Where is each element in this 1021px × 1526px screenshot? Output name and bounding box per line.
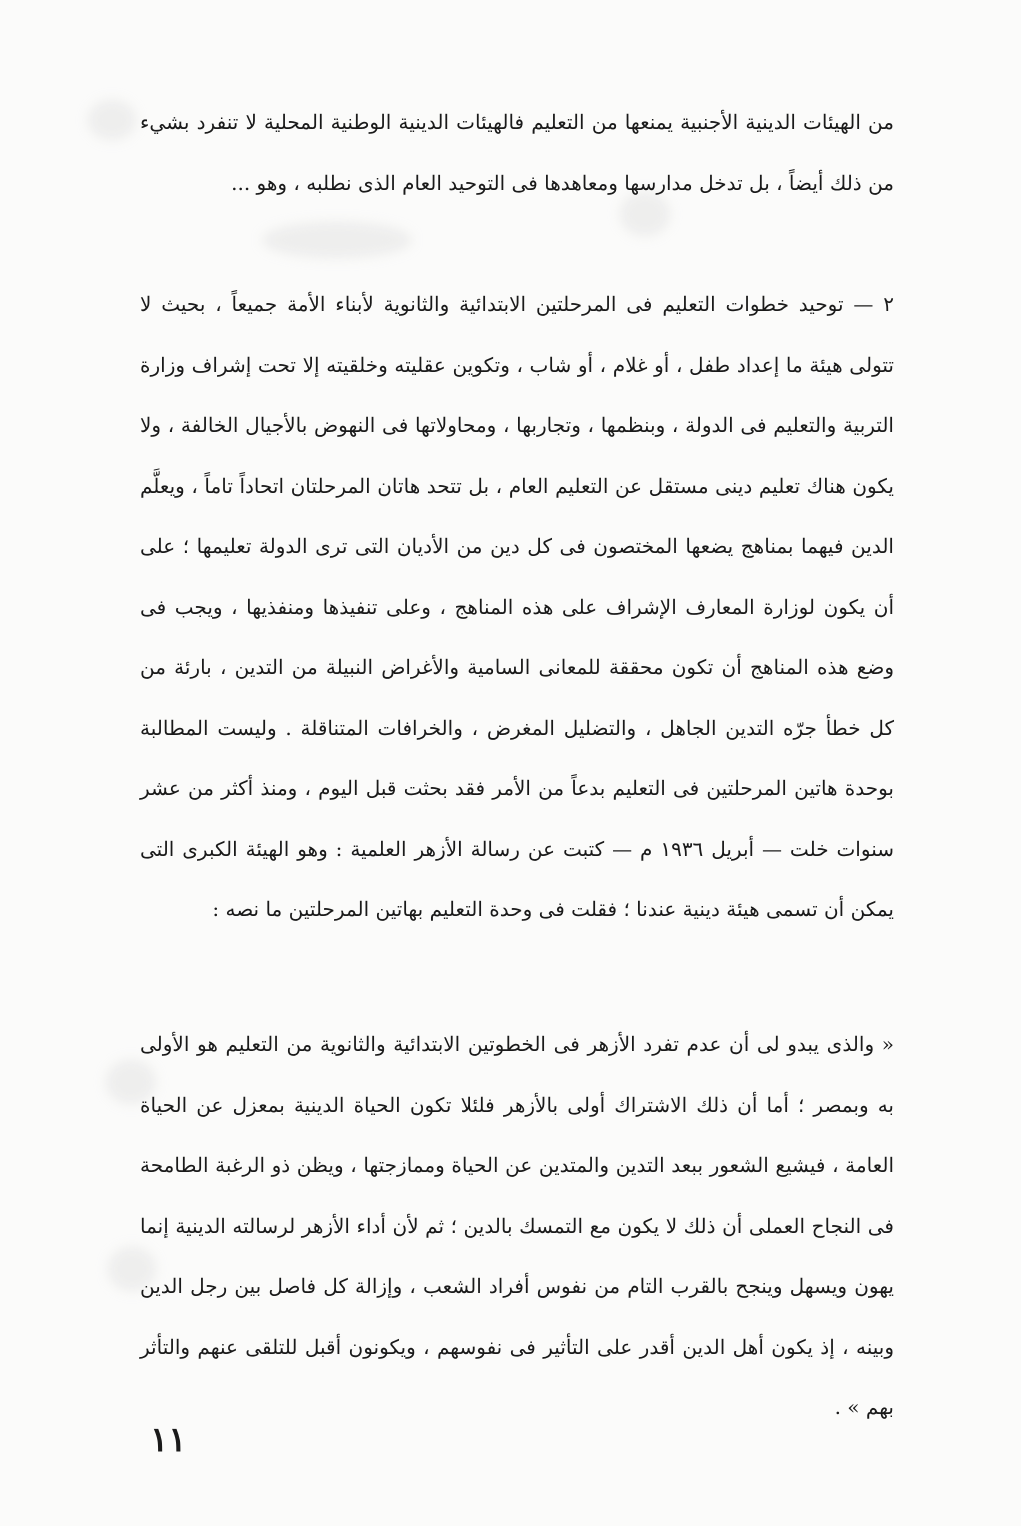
paragraph-continuation: من الهيئات الدينية الأجنبية يمنعها من التعليم فالهيئات الدينية الوطنية المحلية لا تنفرد بشيء من ذلك أيضاً ، بل تدخل مدارسها ومعاهدها فى التوحيد العام الذى نطلبه ، وهو ... [140, 110, 894, 195]
paragraph-point-2: ٢ — توحيد خطوات التعليم فى المرحلتين الابتدائية والثانوية لأبناء الأمة جميعاً ، بحيث لا تتولى هيئة ما إعداد طفل ، أو غلام ، أو شاب ، وتكوين عقليته وخلقيته إلا تحت إشراف وزارة التربية والتعليم فى الدولة ، وبنظمها ، وتجاربها ، ومحاولاتها فى النهوض بالأجيال الخالفة ، ولا يكون هناك تعليم دينى مستقل عن التعليم العام ، بل تتحد هاتان المرحلتان اتحاداً تاماً ، ويعلَّم الدين فيهما بمناهج يضعها المختصون فى كل دين من الأديان التى ترى الدولة تعليمها ؛ على أن يكون لوزارة المعارف الإشراف على هذه المناهج ، وعلى تنفيذها ومنفذيها ، ويجب فى وضع هذه المناهج أن تكون محققة للمعانى السامية والأغراض النبيلة من التدين ، بارئة من كل خطأ جرّه التدين الجاهل ، والتضليل المغرض ، والخرافات المتناقلة . وليست المطالبة بوحدة هاتين المرحلتين فى التعليم بدعاً من الأمر فقد بحثت قبل اليوم ، ومنذ أكثر من عشر سنوات خلت — أبريل ١٩٣٦ م — كتبت عن رسالة الأزهر العلمية : وهو الهيئة الكبرى التى يمكن أن تسمى هيئة دينية عندنا ؛ فقلت فى وحدة التعليم بهاتين المرحلتين ما نصه : [140, 292, 895, 921]
scan-smudge [88, 100, 136, 140]
page-number: ١١ [150, 1420, 187, 1460]
scan-smudge [262, 222, 412, 258]
paragraph-quotation: « والذى يبدو لى أن عدم تفرد الأزهر فى الخطوتين الابتدائية والثانوية من التعليم هو الأولى به وبمصر ؛ أما أن ذلك الاشتراك أولى بالأزهر فلئلا تكون الحياة الدينية بمعزل عن الحياة العامة ، فيشيع الشعور ببعد التدين والمتدين عن الحياة وممازجتها ، ويظن ذو الرغبة الطامحة فى النجاح العملى أن ذلك لا يكون مع التمسك بالدين ؛ ثم لأن أداء الأزهر لرسالته الدينية إنما يهون ويسهل وينجح بالقرب التام من نفوس أفراد الشعب ، وإزالة كل فاصل بين رجل الدين وبينه ، إذ يكون أهل الدين أقدر على التأثير فى نفوسهم ، ويكونون أقبل للتلقى عنهم والتأثر بهم » . [140, 1032, 894, 1419]
